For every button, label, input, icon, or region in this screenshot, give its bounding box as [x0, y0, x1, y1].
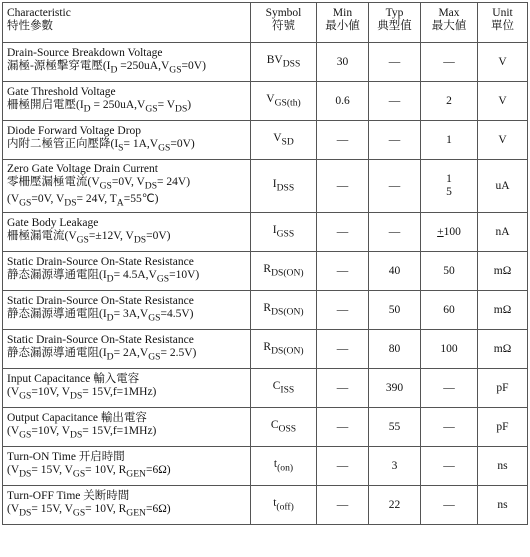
characteristic-line: 柵極開启電壓$(I_D = 250uA,V_{GS}= V_{DS})$	[7, 99, 192, 115]
unit-cell: V	[478, 121, 528, 160]
characteristic-line: 漏極-源極擊穿電壓$(I_D =250uA,V_{GS}=0V)$	[7, 60, 206, 76]
header-text: 特性參數	[7, 20, 53, 32]
symbol-cell: $R_{DS(ON)}$	[251, 330, 317, 369]
table-row	[3, 213, 528, 252]
col-header-unit	[478, 3, 528, 43]
characteristic-line: Input Capacitance 輸入電容	[7, 373, 140, 386]
table-row	[3, 291, 528, 330]
min-cell: —	[317, 121, 369, 160]
table-row	[3, 330, 528, 369]
header-text: Typ	[385, 7, 404, 19]
max-cell: —	[421, 43, 478, 82]
characteristic-line: 零柵壓漏極電流($V_{GS}=0V$, $V_{DS}= 24V$)	[7, 176, 191, 192]
typ-cell: 390	[369, 369, 421, 408]
table-row	[3, 486, 528, 525]
characteristic-cell	[3, 121, 251, 160]
table-row	[3, 160, 528, 213]
max-cell-line: 5	[446, 186, 452, 198]
col-header-characteristic	[3, 3, 251, 43]
max-cell: —	[421, 447, 478, 486]
unit-cell: nA	[478, 213, 528, 252]
characteristic-line: 静态漏源導通電阻$(I_D= 4.5A,V_{GS}=10V)$	[7, 269, 200, 285]
col-header-typ	[369, 3, 421, 43]
table-row	[3, 252, 528, 291]
unit-cell: mΩ	[478, 330, 528, 369]
characteristic-line: 静态漏源導通電阻$(I_D= 3A,V_{GS}=4.5V)$	[7, 308, 194, 324]
characteristic-cell	[3, 330, 251, 369]
typ-cell: 3	[369, 447, 421, 486]
table-body	[3, 43, 528, 525]
characteristic-line: Static Drain-Source On-State Resistance	[7, 334, 194, 347]
typ-cell: 22	[369, 486, 421, 525]
characteristic-line: Diode Forward Voltage Drop	[7, 125, 142, 138]
characteristic-line: 内附二極管正向壓降$(I_S= 1A,V_{GS}=0V)$	[7, 138, 195, 154]
characteristic-cell	[3, 213, 251, 252]
header-text: Symbol	[265, 7, 302, 19]
min-cell: —	[317, 369, 369, 408]
characteristic-line: Static Drain-Source On-State Resistance	[7, 295, 194, 308]
min-cell: 0.6	[317, 82, 369, 121]
typ-cell: 55	[369, 408, 421, 447]
characteristic-line: ($V_{DS}= 15V$, $V_{GS}= 10V$, $R_{GEN}=6\Omega$)	[7, 503, 171, 519]
typ-cell: —	[369, 213, 421, 252]
table-row	[3, 447, 528, 486]
max-cell: 50	[421, 252, 478, 291]
unit-cell: pF	[478, 408, 528, 447]
header-text: 符號	[272, 20, 295, 32]
characteristic-line: 柵極漏電流($V_{GS}=\pm 12V$, $V_{DS}=0V$)	[7, 230, 171, 246]
typ-cell: —	[369, 121, 421, 160]
unit-cell: V	[478, 43, 528, 82]
characteristic-line: Turn-ON Time 开启時間	[7, 451, 125, 464]
symbol-cell: $t_{(off)}$	[251, 486, 317, 525]
min-cell: —	[317, 252, 369, 291]
header-text: 最小値	[325, 20, 360, 32]
characteristic-cell	[3, 43, 251, 82]
symbol-cell: $V_{GS(th)}$	[251, 82, 317, 121]
symbol-cell: $t_{(on)}$	[251, 447, 317, 486]
characteristic-line: ($V_{GS}=0V$, $V_{DS}= 24V$, $T_A=55℃$)	[7, 192, 159, 208]
characteristic-cell	[3, 160, 251, 213]
characteristic-cell	[3, 408, 251, 447]
col-header-max	[421, 3, 478, 43]
symbol-cell: $I_{DSS}$	[251, 160, 317, 213]
max-cell: —	[421, 486, 478, 525]
min-cell: —	[317, 330, 369, 369]
max-cell: —	[421, 369, 478, 408]
unit-cell: pF	[478, 369, 528, 408]
symbol-cell: $V_{SD}$	[251, 121, 317, 160]
characteristic-line: Zero Gate Voltage Drain Current	[7, 163, 158, 176]
electrical-characteristics-table	[2, 2, 528, 525]
min-cell: 30	[317, 43, 369, 82]
unit-cell: V	[478, 82, 528, 121]
col-header-min	[317, 3, 369, 43]
table-row	[3, 408, 528, 447]
characteristic-line: 静态漏源導通電阻$(I_D= 2A,V_{GS}= 2.5V)$	[7, 347, 197, 363]
characteristic-line: Turn-OFF Time 关断時間	[7, 490, 130, 503]
symbol-cell: $BV_{DSS}$	[251, 43, 317, 82]
typ-cell: —	[369, 160, 421, 213]
symbol-cell: $I_{GSS}$	[251, 213, 317, 252]
typ-cell: —	[369, 82, 421, 121]
symbol-cell: $C_{OSS}$	[251, 408, 317, 447]
characteristic-line: ($V_{DS}= 15V$, $V_{GS}= 10V$, $R_{GEN}=6\Omega$)	[7, 464, 171, 480]
typ-cell: 80	[369, 330, 421, 369]
table-row	[3, 43, 528, 82]
max-cell	[421, 160, 478, 213]
symbol-cell: $R_{DS(ON)}$	[251, 291, 317, 330]
max-cell: 60	[421, 291, 478, 330]
unit-cell: ns	[478, 447, 528, 486]
characteristic-cell	[3, 369, 251, 408]
header-text: Characteristic	[7, 7, 71, 19]
header-text: 最大値	[431, 20, 467, 32]
typ-cell: 40	[369, 252, 421, 291]
typ-cell: —	[369, 43, 421, 82]
max-cell: +100	[421, 213, 478, 252]
characteristic-line: Static Drain-Source On-State Resistance	[7, 256, 194, 269]
min-cell: —	[317, 408, 369, 447]
characteristic-cell	[3, 82, 251, 121]
header-text: 單位	[491, 20, 514, 32]
header-text: Unit	[492, 7, 513, 19]
unit-cell: uA	[478, 160, 528, 213]
unit-cell: mΩ	[478, 291, 528, 330]
characteristic-line: Gate Body Leakage	[7, 217, 99, 230]
min-cell: —	[317, 213, 369, 252]
min-cell: —	[317, 447, 369, 486]
characteristic-cell	[3, 252, 251, 291]
characteristic-cell	[3, 291, 251, 330]
max-cell: 100	[421, 330, 478, 369]
header-row	[3, 3, 528, 43]
max-cell: 2	[421, 82, 478, 121]
characteristic-line: Output Capacitance 輸出電容	[7, 412, 147, 425]
typ-cell: 50	[369, 291, 421, 330]
max-cell-line: 1	[446, 173, 452, 185]
min-cell: —	[317, 160, 369, 213]
header-text: Max	[438, 7, 460, 19]
unit-cell: mΩ	[478, 252, 528, 291]
min-cell: —	[317, 291, 369, 330]
characteristic-line: ($V_{GS}=10V$, $V_{DS}= 15V,f=1MHz$)	[7, 425, 157, 441]
max-cell: —	[421, 408, 478, 447]
table-row	[3, 121, 528, 160]
header-text: 典型值	[377, 20, 412, 32]
characteristic-line: ($V_{GS}=10V$, $V_{DS}= 15V,f=1MHz$)	[7, 386, 157, 402]
characteristic-cell	[3, 486, 251, 525]
header-text: Min	[332, 7, 353, 19]
characteristic-line: Drain-Source Breakdown Voltage	[7, 47, 163, 60]
unit-cell: ns	[478, 486, 528, 525]
min-cell: —	[317, 486, 369, 525]
table-row	[3, 82, 528, 121]
characteristic-line: Gate Threshold Voltage	[7, 86, 116, 99]
symbol-cell: $R_{DS(ON)}$	[251, 252, 317, 291]
table-row	[3, 369, 528, 408]
max-cell: 1	[421, 121, 478, 160]
col-header-symbol	[251, 3, 317, 43]
characteristic-cell	[3, 447, 251, 486]
symbol-cell: $C_{ISS}$	[251, 369, 317, 408]
